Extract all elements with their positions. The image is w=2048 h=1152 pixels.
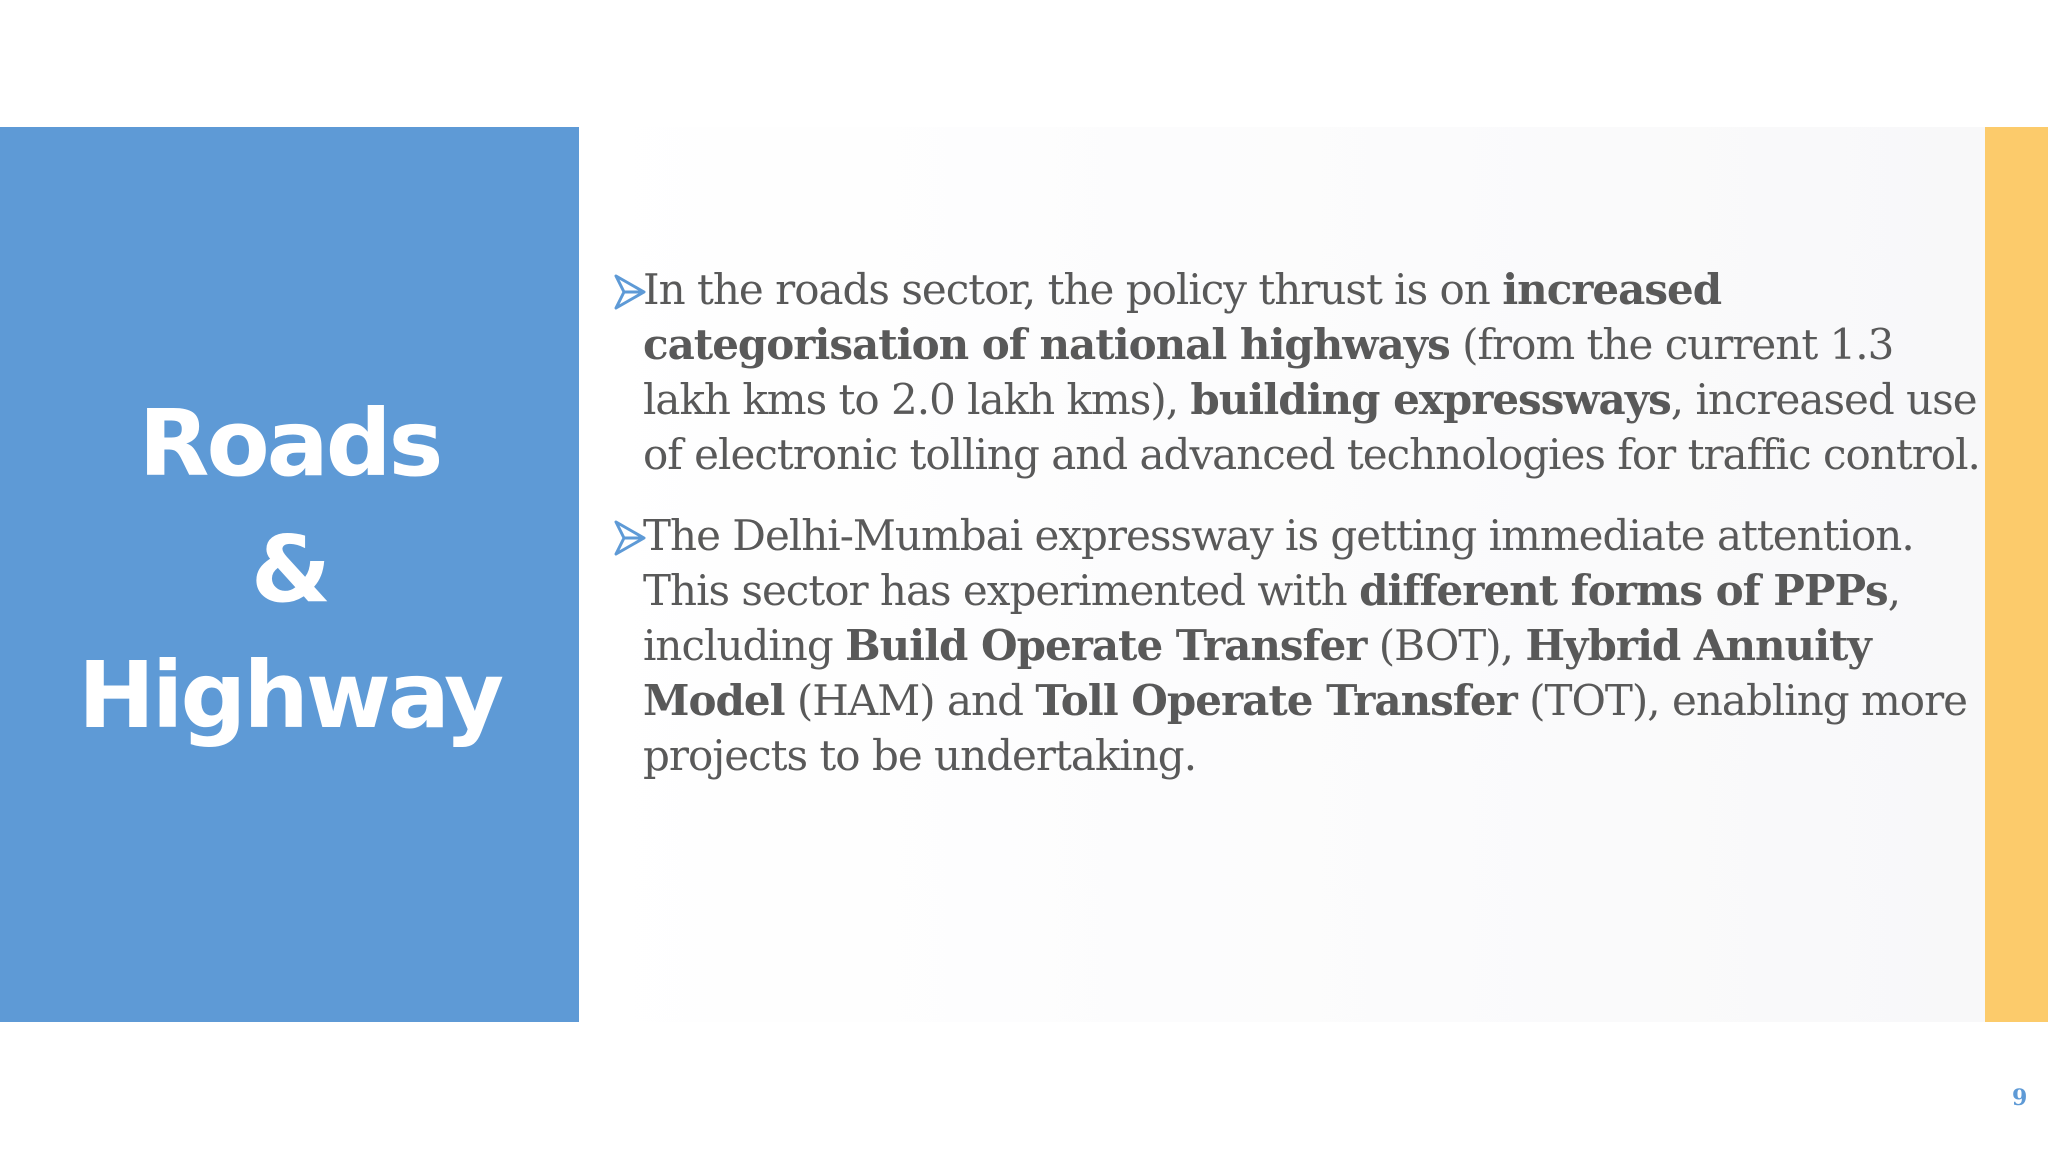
title-panel	[0, 127, 579, 1022]
bullet-text	[643, 265, 1980, 479]
accent-bar	[1985, 127, 2048, 1022]
bullet-text-segment: (TOT), enabling more projects to be undertaking.	[643, 676, 1968, 780]
arrow-bullet-icon	[614, 518, 646, 558]
bullet-text-segment: , including	[643, 566, 1901, 670]
bullet-text-segment: The Delhi-Mumbai expressway is getting immediate attention. This sector has experimented with	[643, 511, 1914, 615]
slide-title-line: &	[250, 515, 329, 623]
bullet-text-segment: (BOT),	[1366, 621, 1526, 670]
bullet-text-emphasis: Hybrid Annuity Model	[643, 621, 1871, 725]
bullet-text-emphasis: Toll Operate Transfer	[1035, 676, 1517, 725]
bullet-text	[643, 511, 1967, 780]
bullet-item	[611, 262, 1981, 482]
slide-title	[78, 381, 501, 759]
page-number: 9	[2012, 1085, 2028, 1111]
bullet-text-emphasis: building expressways	[1190, 375, 1671, 424]
arrow-bullet-icon	[614, 272, 646, 312]
slide-title-line: Roads	[138, 389, 441, 497]
slide-title-line: Highway	[77, 641, 502, 749]
bullet-text-segment: (from the current 1.3 lakh kms to 2.0 lakh kms),	[643, 320, 1894, 424]
bullet-text-segment: (HAM) and	[784, 676, 1036, 725]
bullet-item	[611, 508, 1981, 783]
bullet-text-segment: In the roads sector, the policy thrust is on	[643, 265, 1503, 314]
bullet-text-emphasis: Build Operate Transfer	[845, 621, 1367, 670]
bullet-text-emphasis: different forms of PPPs	[1359, 566, 1888, 615]
bullet-text-segment: , increased use of electronic tolling and advanced technologies for traffic control.	[643, 375, 1980, 479]
bullet-list	[611, 262, 1981, 809]
bullet-text-emphasis: increased categorisation of national highways	[643, 265, 1722, 369]
